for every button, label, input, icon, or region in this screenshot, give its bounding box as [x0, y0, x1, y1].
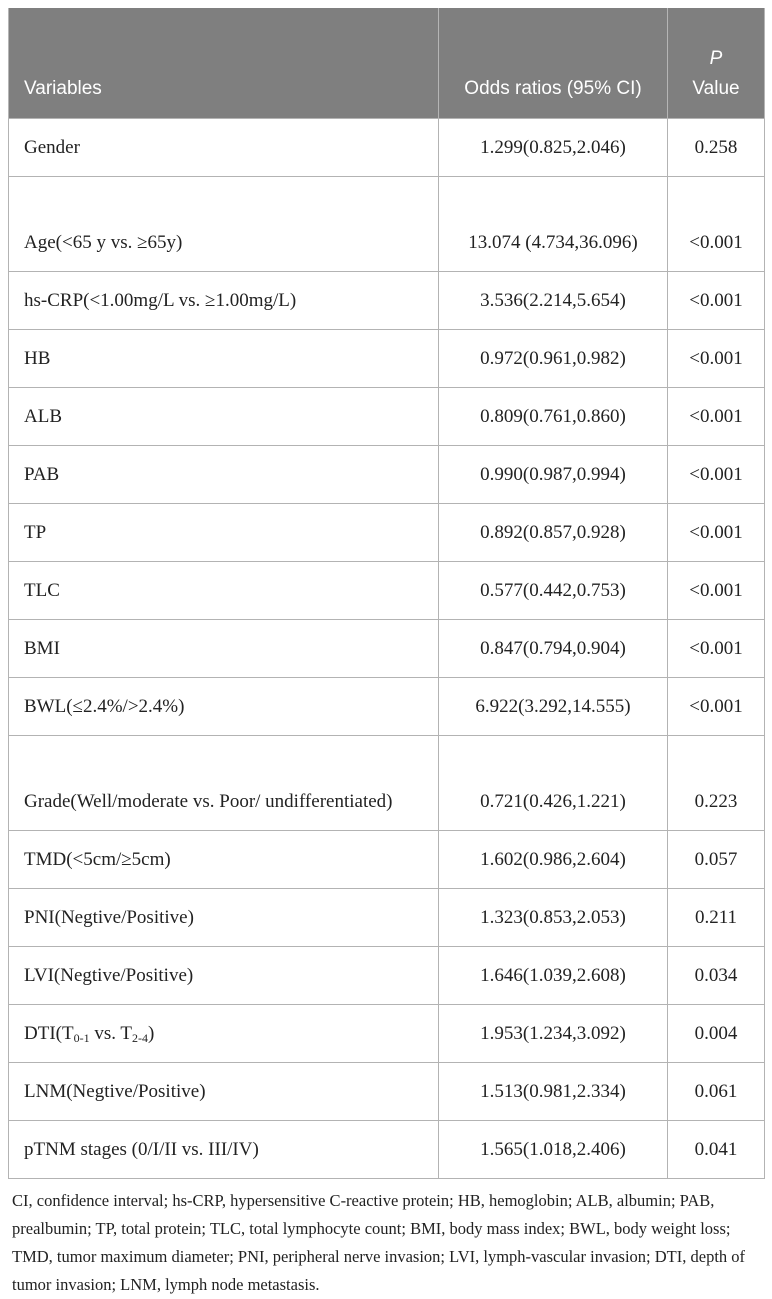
p-value-cell: 0.004: [668, 1005, 765, 1063]
header-value: Value: [692, 78, 740, 99]
variable-cell: hs-CRP(<1.00mg/L vs. ≥1.00mg/L): [9, 272, 439, 330]
variable-cell: PNI(Negtive/Positive): [9, 889, 439, 947]
odds-ratio-cell: 3.536(2.214,5.654): [439, 272, 668, 330]
variable-cell: TLC: [9, 562, 439, 620]
table-row: [9, 889, 765, 947]
odds-ratio-cell: 0.577(0.442,0.753): [439, 562, 668, 620]
odds-ratio-cell: 13.074 (4.734,36.096): [439, 177, 668, 272]
dti-prefix: DTI(T: [24, 1023, 74, 1044]
table-row: [9, 330, 765, 388]
variable-cell: LNM(Negtive/Positive): [9, 1063, 439, 1121]
table-row: [9, 504, 765, 562]
odds-ratio-cell: 0.809(0.761,0.860): [439, 388, 668, 446]
p-value-cell: <0.001: [668, 330, 765, 388]
odds-ratio-cell: 0.892(0.857,0.928): [439, 504, 668, 562]
table-row: [9, 1063, 765, 1121]
odds-ratio-cell: 1.323(0.853,2.053): [439, 889, 668, 947]
header-odds-ratios: Odds ratios (95% CI): [439, 8, 668, 119]
variable-cell: Age(<65 y vs. ≥65y): [9, 177, 439, 272]
table-row: [9, 272, 765, 330]
table-row: [9, 388, 765, 446]
dti-subscript-1: 0-1: [73, 1031, 90, 1045]
p-value-cell: <0.001: [668, 388, 765, 446]
table-row: [9, 1121, 765, 1179]
header-p-value: [668, 8, 765, 119]
p-value-cell: 0.061: [668, 1063, 765, 1121]
table-row: [9, 1005, 765, 1063]
p-value-cell: <0.001: [668, 620, 765, 678]
variable-cell: Gender: [9, 119, 439, 177]
variable-cell: TP: [9, 504, 439, 562]
variable-cell: [9, 1005, 439, 1063]
variable-cell: HB: [9, 330, 439, 388]
odds-ratio-cell: 1.299(0.825,2.046): [439, 119, 668, 177]
p-value-cell: 0.211: [668, 889, 765, 947]
variable-cell: LVI(Negtive/Positive): [9, 947, 439, 1005]
variable-cell: BWL(≤2.4%/>2.4%): [9, 678, 439, 736]
p-value-cell: 0.223: [668, 736, 765, 831]
odds-ratio-cell: 1.513(0.981,2.334): [439, 1063, 668, 1121]
table-row: [9, 177, 765, 272]
odds-ratio-table: [8, 8, 765, 1179]
variable-cell: TMD(<5cm/≥5cm): [9, 831, 439, 889]
table-row: [9, 678, 765, 736]
table-row: [9, 620, 765, 678]
table-container: [8, 8, 764, 1299]
table-row: [9, 562, 765, 620]
odds-ratio-cell: 1.646(1.039,2.608): [439, 947, 668, 1005]
odds-ratio-cell: 1.602(0.986,2.604): [439, 831, 668, 889]
dti-suffix: ): [148, 1023, 155, 1044]
variable-cell: pTNM stages (0/I/II vs. III/IV): [9, 1121, 439, 1179]
variable-cell: BMI: [9, 620, 439, 678]
dti-subscript-2: 2-4: [132, 1031, 149, 1045]
variable-cell: Grade(Well/moderate vs. Poor/ undifferentiated): [9, 736, 439, 831]
p-value-cell: 0.057: [668, 831, 765, 889]
header-p-italic: P: [709, 48, 723, 69]
p-value-cell: <0.001: [668, 446, 765, 504]
odds-ratio-cell: 0.990(0.987,0.994): [439, 446, 668, 504]
table-row: [9, 947, 765, 1005]
odds-ratio-cell: 6.922(3.292,14.555): [439, 678, 668, 736]
dti-middle: vs. T: [89, 1023, 133, 1044]
p-value-cell: 0.041: [668, 1121, 765, 1179]
odds-ratio-cell: 1.565(1.018,2.406): [439, 1121, 668, 1179]
odds-ratio-cell: 0.972(0.961,0.982): [439, 330, 668, 388]
odds-ratio-cell: 0.847(0.794,0.904): [439, 620, 668, 678]
table-row: [9, 446, 765, 504]
table-row: [9, 736, 765, 831]
odds-ratio-cell: 0.721(0.426,1.221): [439, 736, 668, 831]
table-row: [9, 119, 765, 177]
variable-cell: ALB: [9, 388, 439, 446]
header-row: [9, 8, 765, 119]
table-footnote: CI, confidence interval; hs-CRP, hypersensitive C-reactive protein; HB, hemoglobin; ALB, albumin; PAB, prealbumin; TP, total protein; TLC, total lymphocyte count; BMI, body mass index; BWL, body weight loss; TMD, tumor maximum diameter; PNI, peripheral nerve invasion; LVI, lymph-vascular invasion; DTI, depth of tumor invasion; LNM, lymph node metastasis.: [12, 1191, 746, 1294]
p-value-cell: 0.034: [668, 947, 765, 1005]
p-value-cell: <0.001: [668, 177, 765, 272]
p-value-cell: <0.001: [668, 504, 765, 562]
table-row: [9, 831, 765, 889]
p-value-cell: <0.001: [668, 678, 765, 736]
p-value-cell: <0.001: [668, 562, 765, 620]
variable-cell: PAB: [9, 446, 439, 504]
header-variables: Variables: [9, 8, 439, 119]
p-value-cell: <0.001: [668, 272, 765, 330]
p-value-cell: 0.258: [668, 119, 765, 177]
odds-ratio-cell: 1.953(1.234,3.092): [439, 1005, 668, 1063]
